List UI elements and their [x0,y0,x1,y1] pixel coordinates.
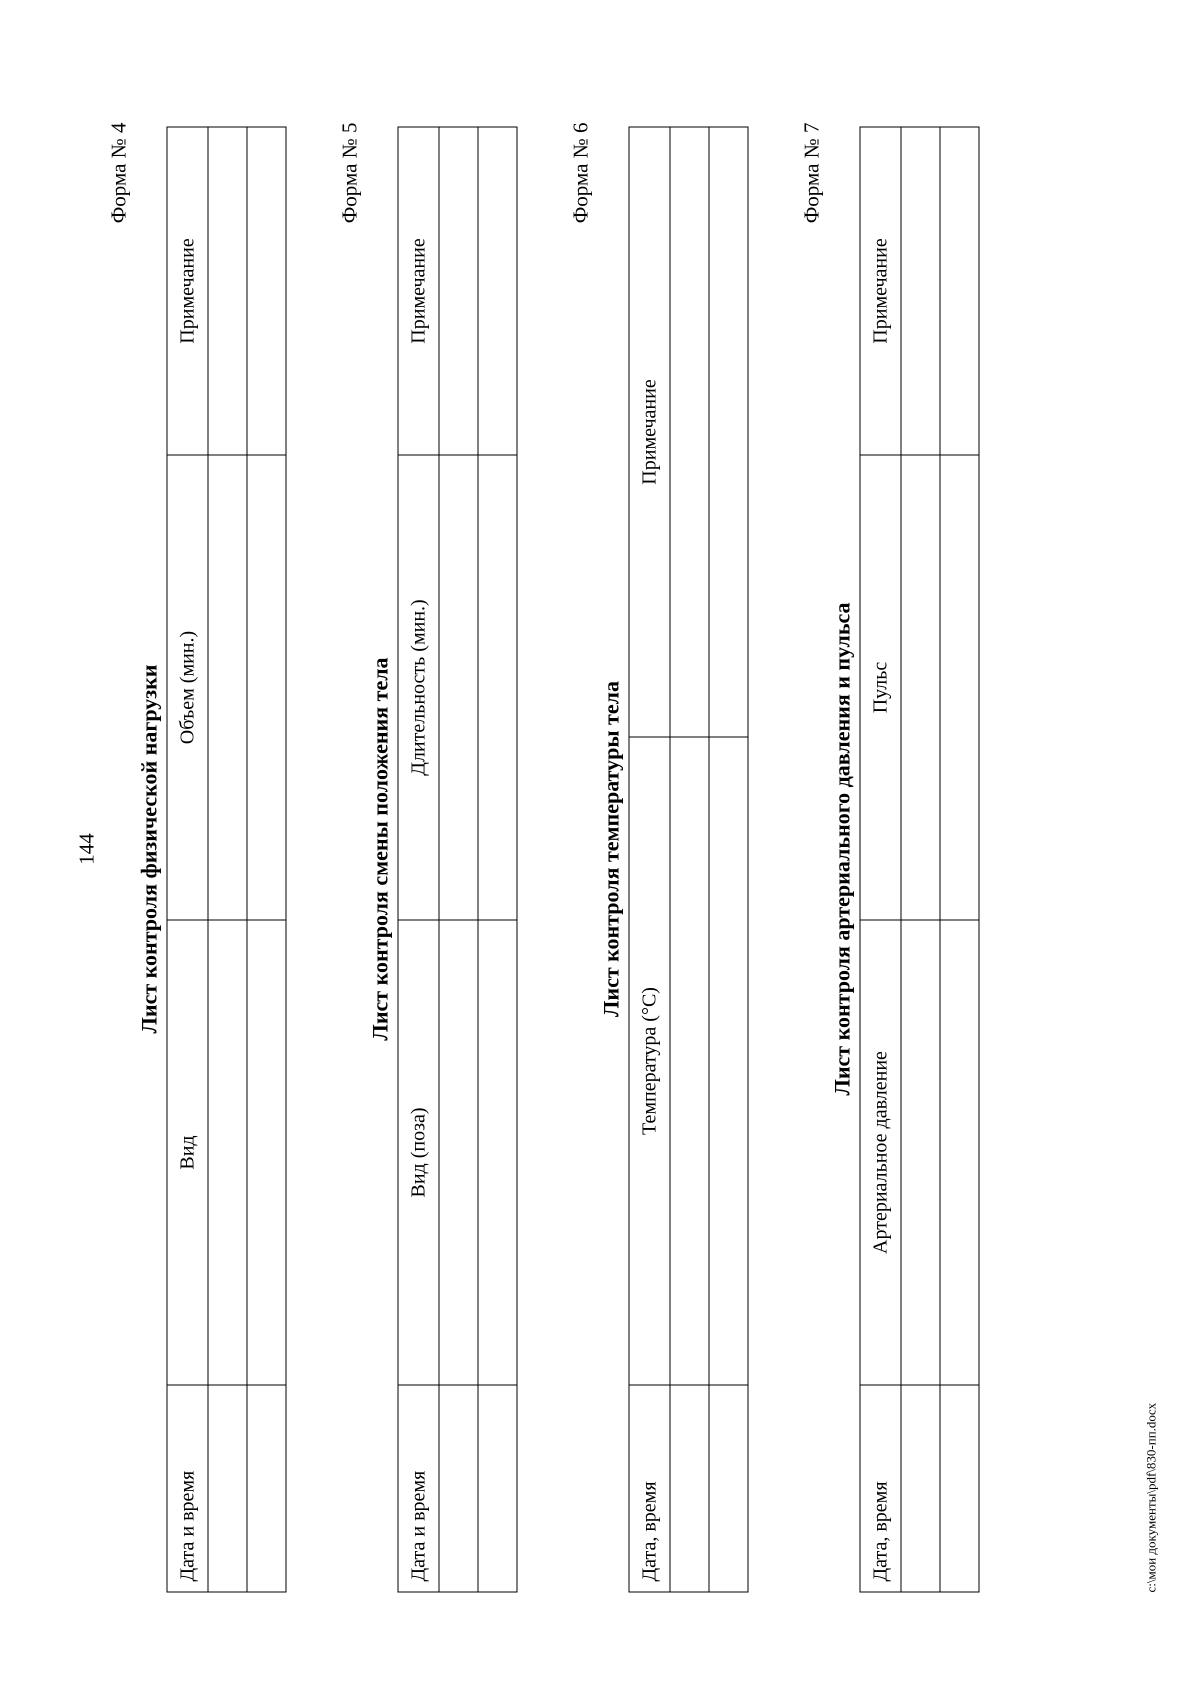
column-header: Дата, время [860,1385,901,1592]
table-cell[interactable] [208,920,247,1385]
table-header-row [167,127,208,1592]
table-row [709,127,748,1592]
table-cell[interactable] [439,127,478,455]
footer-file-path: c:\мои документы\pdf\830-пп.docx [1143,1402,1158,1592]
column-header: Объем (мин.) [167,455,208,920]
column-header: Примечание [629,127,670,737]
table-cell[interactable] [478,127,517,455]
column-header: Дата и время [167,1385,208,1592]
table-cell[interactable] [247,920,286,1385]
column-header: Дата, время [629,1385,670,1592]
table-cell[interactable] [670,1385,709,1592]
table-cell[interactable] [439,1385,478,1592]
form-label: Форма № 5 [337,122,361,223]
column-header: Примечание [860,127,901,455]
form-4-table [166,126,286,1592]
table-cell[interactable] [940,455,979,920]
form-label: Форма № 7 [799,122,823,223]
table-row [439,127,478,1592]
sheet-title: Лист контроля температуры тела [598,680,623,1017]
table-cell[interactable] [439,920,478,1385]
table-row [670,127,709,1592]
table-cell[interactable] [901,455,940,920]
table-cell[interactable] [901,920,940,1385]
table-row [901,127,940,1592]
page-number: 144 [74,832,98,865]
form-6-table [628,126,748,1592]
column-header: Примечание [398,127,439,455]
column-header: Пульс [860,455,901,920]
column-header: Температура (°С) [629,737,670,1385]
table-header-row [398,127,439,1592]
table-cell[interactable] [247,127,286,455]
form-label: Форма № 6 [568,122,592,223]
table-cell[interactable] [439,455,478,920]
column-header: Примечание [167,127,208,455]
sheet-title: Лист контроля артериального давления и пульса [829,601,854,1096]
table-cell[interactable] [478,920,517,1385]
table-cell[interactable] [478,1385,517,1592]
table-row [940,127,979,1592]
table-cell[interactable] [709,1385,748,1592]
sheet-title: Лист контроля физической нагрузки [136,664,161,1033]
table-cell[interactable] [709,737,748,1385]
table-cell[interactable] [208,127,247,455]
form-5-table [397,126,517,1592]
table-cell[interactable] [208,1385,247,1592]
column-header: Вид [167,920,208,1385]
form-7-table [859,126,979,1592]
form-label: Форма № 4 [106,122,130,223]
column-header: Дата и время [398,1385,439,1592]
table-cell[interactable] [670,737,709,1385]
table-cell[interactable] [901,1385,940,1592]
sheet-title: Лист контроля смены положения тела [367,656,392,1041]
table-row [208,127,247,1592]
table-row [247,127,286,1592]
table-cell[interactable] [247,455,286,920]
table-cell[interactable] [940,920,979,1385]
table-cell[interactable] [901,127,940,455]
table-row [478,127,517,1592]
column-header: Вид (поза) [398,920,439,1385]
table-header-row [860,127,901,1592]
table-cell[interactable] [208,455,247,920]
table-cell[interactable] [940,1385,979,1592]
table-header-row [629,127,670,1592]
table-cell[interactable] [478,455,517,920]
table-cell[interactable] [940,127,979,455]
table-cell[interactable] [670,127,709,737]
table-cell[interactable] [247,1385,286,1592]
column-header: Длительность (мин.) [398,455,439,920]
column-header: Артериальное давление [860,920,901,1385]
table-cell[interactable] [709,127,748,737]
